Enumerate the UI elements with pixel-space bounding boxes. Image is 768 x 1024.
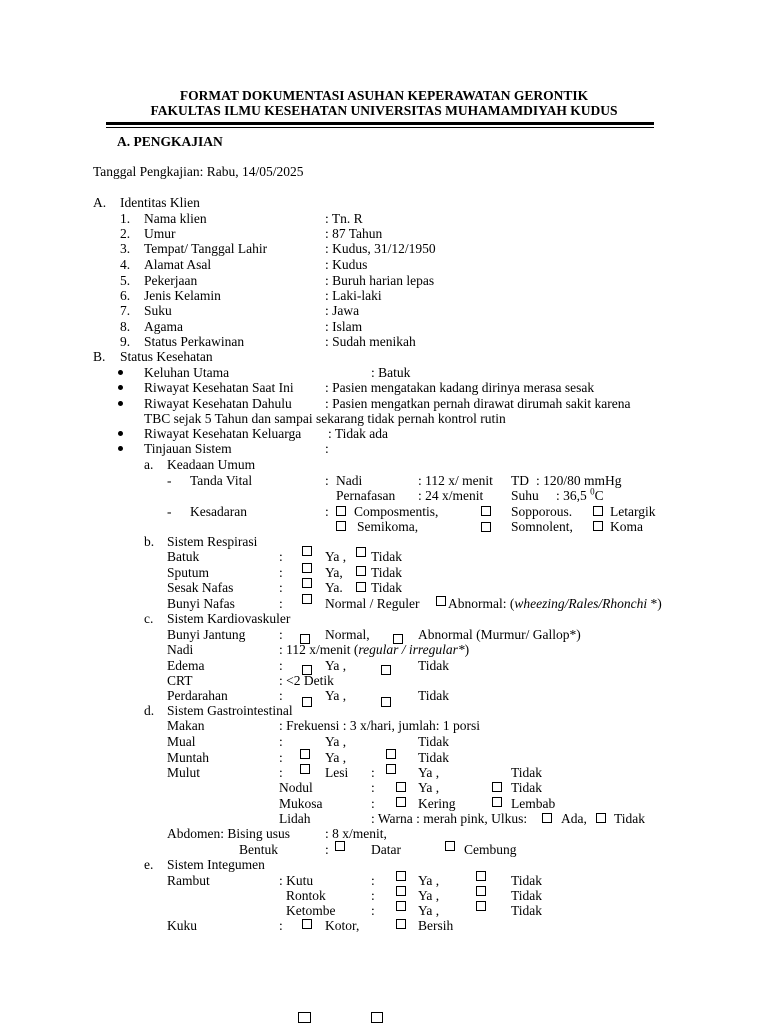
checkbox[interactable]	[300, 749, 310, 759]
colon: :	[371, 780, 375, 795]
kardio-letter: c.	[144, 611, 154, 626]
rkk-value: : Tidak ada	[328, 426, 389, 441]
vital-colon: :	[325, 473, 329, 488]
identitas-num: 8.	[120, 319, 131, 334]
tidak-label: Tidak	[511, 873, 543, 888]
option-label: Composmentis,	[354, 504, 439, 519]
colon: :	[279, 549, 283, 564]
tidak-label: Tidak	[511, 903, 543, 918]
makan-value: : Frekuensi : 3 x/hari, jumlah: 1 porsi	[279, 718, 480, 733]
colon: :	[279, 918, 283, 933]
abnormal-label: Abnormal (Murmur/ Gallop*)	[418, 627, 581, 642]
checkbox[interactable]	[593, 521, 603, 531]
colon: :	[279, 750, 283, 765]
option-label: Koma	[610, 519, 643, 534]
option-label: Letargik	[610, 504, 656, 519]
option-label: Sopporous.	[511, 504, 573, 519]
abdomen-label: Abdomen: Bising usus	[167, 826, 291, 841]
colon: :	[279, 565, 283, 580]
checkbox[interactable]	[302, 546, 312, 556]
pernafasan-value: : 24 x/menit	[418, 488, 484, 503]
bullet-icon	[118, 446, 123, 451]
checkbox[interactable]	[476, 901, 486, 911]
bunyi-jantung-label: Bunyi Jantung	[167, 627, 246, 642]
identitas-label: Tempat/ Tanggal Lahir	[144, 241, 268, 256]
pernafasan-label: Pernafasan	[336, 488, 396, 503]
checkbox[interactable]	[336, 521, 346, 531]
checkbox[interactable]	[298, 1012, 311, 1023]
identitas-num: 3.	[120, 241, 131, 256]
bullet-icon	[118, 431, 123, 436]
checkbox[interactable]	[396, 919, 406, 929]
colon: :	[279, 596, 283, 611]
identitas-value: : Islam	[325, 319, 363, 334]
ya-label: Ya ,	[325, 658, 347, 673]
checkbox[interactable]	[386, 764, 396, 774]
normal-label: Normal,	[325, 627, 370, 642]
ya-label: Ya ,	[418, 888, 440, 903]
checkbox[interactable]	[476, 886, 486, 896]
ya-label: Ya ,	[325, 734, 347, 749]
tidak-label: Tidak	[418, 688, 450, 703]
colon: :	[279, 765, 283, 780]
tinjauan-label: Tinjauan Sistem	[144, 441, 232, 456]
identitas-value: : Kudus, 31/12/1950	[325, 241, 436, 256]
checkbox[interactable]	[302, 919, 312, 929]
kering-label: Kering	[418, 796, 456, 811]
ya-label: Ya ,	[325, 688, 347, 703]
kotor-label: Kotor,	[325, 918, 360, 933]
header-rule-thick	[106, 122, 654, 125]
lembab-label: Lembab	[511, 796, 556, 811]
checkbox[interactable]	[302, 594, 312, 604]
tidak-label: Tidak	[418, 750, 450, 765]
option-label: Semikoma,	[357, 519, 419, 534]
checkbox[interactable]	[436, 596, 446, 606]
tidak-label: Tidak	[371, 549, 403, 564]
nadi-label: Nadi	[336, 473, 363, 488]
bising-value: : 8 x/menit,	[325, 826, 387, 841]
identitas-label: Alamat Asal	[144, 257, 212, 272]
colon: :	[371, 903, 375, 918]
colon: :	[279, 627, 283, 642]
checkbox[interactable]	[593, 506, 603, 516]
colon: :	[371, 796, 375, 811]
sputum-label: Sputum	[167, 565, 210, 580]
identitas-value: : Tn. R	[325, 211, 363, 226]
identitas-label: Suku	[144, 303, 172, 318]
checkbox[interactable]	[542, 813, 552, 823]
lidah-label: Lidah	[279, 811, 311, 826]
ya-label: Ya ,	[325, 549, 347, 564]
checkbox[interactable]	[492, 797, 502, 807]
ketombe-label: Ketombe	[286, 903, 336, 918]
checkbox[interactable]	[481, 506, 491, 516]
mual-label: Mual	[167, 734, 196, 749]
identitas-num: 5.	[120, 273, 131, 288]
checkbox[interactable]	[596, 813, 606, 823]
kardio-title: Sistem Kardiovaskuler	[167, 611, 291, 626]
colon: :	[371, 888, 375, 903]
checkbox[interactable]	[386, 749, 396, 759]
bentuk-label: Bentuk	[239, 842, 278, 857]
nadi-label: Nadi	[167, 642, 194, 657]
identitas-value: : Jawa	[325, 303, 360, 318]
checkbox[interactable]	[476, 871, 486, 881]
rontok-label: Rontok	[286, 888, 326, 903]
kesadaran-colon: :	[325, 504, 329, 519]
checkbox[interactable]	[381, 697, 391, 707]
colon: :	[279, 688, 283, 703]
ya-label: Ya ,	[418, 903, 440, 918]
abnormal-label: Abnormal: (wheezing/Rales/Rhonchi *)	[448, 596, 662, 611]
ya-label: Ya ,	[325, 750, 347, 765]
kesadaran-label: Kesadaran	[190, 504, 247, 519]
identitas-label: Jenis Kelamin	[144, 288, 221, 303]
identitas-num: 2.	[120, 226, 131, 241]
crt-label: CRT	[167, 673, 193, 688]
tidak-label: Tidak	[418, 734, 450, 749]
keadaan-letter: a.	[144, 457, 154, 472]
integumen-title: Sistem Integumen	[167, 857, 265, 872]
identitas-title: Identitas Klien	[120, 195, 200, 210]
makan-label: Makan	[167, 718, 205, 733]
kutu-label: : Kutu	[279, 873, 314, 888]
kuku-label: Kuku	[167, 918, 197, 933]
status-letter: B.	[93, 349, 106, 364]
document-title: FORMAT DOKUMENTASI ASUHAN KEPERAWATAN GERONTIK	[179, 88, 589, 103]
option-label: Somnolent,	[511, 519, 573, 534]
mulut-label: Mulut	[167, 765, 201, 780]
suhu-value: : 36,5 $^0$C	[556, 486, 604, 503]
tidak-label: Tidak	[371, 580, 403, 595]
ya-label: Ya.	[325, 580, 343, 595]
checkbox[interactable]	[396, 871, 406, 881]
edema-label: Edema	[167, 658, 205, 673]
colon: :	[279, 734, 283, 749]
identitas-num: 7.	[120, 303, 131, 318]
identitas-value: : 87 Tahun	[325, 226, 383, 241]
bullet-icon	[118, 401, 123, 406]
identitas-num: 6.	[120, 288, 131, 303]
keluhan-value: : Batuk	[371, 365, 411, 380]
colon: :	[279, 580, 283, 595]
identitas-num: 1.	[120, 211, 131, 226]
integumen-letter: e.	[144, 857, 154, 872]
checkbox[interactable]	[356, 582, 366, 592]
ya-label: Ya ,	[418, 873, 440, 888]
rambut-label: Rambut	[167, 873, 210, 888]
checkbox[interactable]	[335, 841, 345, 851]
suhu-label: Suhu	[511, 488, 539, 503]
lidah-value: : Warna : merah pink, Ulkus:	[371, 811, 528, 826]
identitas-value: : Kudus	[325, 257, 368, 272]
crt-value: : <2 Detik	[279, 673, 334, 688]
identitas-value: : Buruh harian lepas	[325, 273, 435, 288]
document-subtitle: FAKULTAS ILMU KESEHATAN UNIVERSITAS MUHAMAMDIYAH KUDUS	[150, 103, 618, 118]
td-value: : 120/80 mmHg	[536, 473, 622, 488]
identitas-label: Nama klien	[144, 211, 207, 226]
identitas-label: Status Perkawinan	[144, 334, 245, 349]
checkbox[interactable]	[492, 782, 502, 792]
sesak-label: Sesak Nafas	[167, 580, 234, 595]
checkbox[interactable]	[336, 506, 346, 516]
checkbox[interactable]	[356, 566, 366, 576]
gastro-letter: d.	[144, 703, 155, 718]
keadaan-title: Keadaan Umum	[167, 457, 256, 472]
tidak-label: Tidak	[418, 658, 450, 673]
dash: -	[167, 473, 172, 488]
colon: :	[279, 658, 283, 673]
checkbox[interactable]	[302, 697, 312, 707]
mukosa-label: Mukosa	[279, 796, 323, 811]
rkk-label: Riwayat Kesehatan Keluarga	[144, 426, 302, 441]
colon: :	[371, 765, 375, 780]
ya-label: Ya,	[325, 565, 343, 580]
gastro-title: Sistem Gastrointestinal	[167, 703, 293, 718]
lesi-label: Lesi	[325, 765, 349, 780]
td-label: TD	[511, 473, 529, 488]
checkbox[interactable]	[356, 547, 366, 557]
bullet-icon	[118, 385, 123, 390]
rkd-value: : Pasien mengatkan pernah dirawat dirumah sakit karena	[325, 396, 631, 411]
checkbox[interactable]	[481, 522, 491, 532]
colon: :	[325, 842, 329, 857]
checkbox[interactable]	[445, 841, 455, 851]
checkbox[interactable]	[371, 1012, 383, 1023]
dash: -	[167, 504, 172, 519]
identitas-label: Agama	[144, 319, 183, 334]
tinjauan-colon: :	[325, 441, 329, 456]
checkbox[interactable]	[396, 782, 406, 792]
checkbox[interactable]	[396, 901, 406, 911]
identitas-value: : Sudah menikah	[325, 334, 416, 349]
nadi-value: : 112 x/ menit	[418, 473, 493, 488]
rkd-label: Riwayat Kesehatan Dahulu	[144, 396, 292, 411]
tidak-label: Tidak	[614, 811, 646, 826]
identitas-label: Umur	[144, 226, 176, 241]
section-heading: A. PENGKAJIAN	[117, 134, 223, 149]
respirasi-letter: b.	[144, 534, 155, 549]
bunyi-nafas-label: Bunyi Nafas	[167, 596, 235, 611]
vital-label: Tanda Vital	[190, 473, 253, 488]
rks-value: : Pasien mengatakan kadang dirinya merasa sesak	[325, 380, 595, 395]
checkbox[interactable]	[396, 797, 406, 807]
identitas-letter: A.	[93, 195, 107, 210]
checkbox[interactable]	[302, 563, 312, 573]
datar-label: Datar	[371, 842, 401, 857]
nadi-value: : 112 x/menit (regular / irregular*)	[279, 642, 470, 657]
checkbox[interactable]	[381, 665, 391, 675]
nodul-label: Nodul	[279, 780, 313, 795]
bullet-icon	[118, 370, 123, 375]
tanggal-pengkajian: Tanggal Pengkajian: Rabu, 14/05/2025	[93, 164, 304, 179]
tidak-label: Tidak	[511, 765, 543, 780]
perdarahan-label: Perdarahan	[167, 688, 228, 703]
muntah-label: Muntah	[167, 750, 209, 765]
identitas-num: 4.	[120, 257, 131, 272]
tidak-label: Tidak	[511, 780, 543, 795]
colon: :	[371, 873, 375, 888]
status-title: Status Kesehatan	[120, 349, 213, 364]
checkbox[interactable]	[300, 764, 310, 774]
tidak-label: Tidak	[371, 565, 403, 580]
cembung-label: Cembung	[464, 842, 517, 857]
checkbox[interactable]	[396, 886, 406, 896]
ada-label: Ada,	[561, 811, 587, 826]
bersih-label: Bersih	[418, 918, 454, 933]
tidak-label: Tidak	[511, 888, 543, 903]
rkd-continuation: TBC sejak 5 Tahun dan sampai sekarang tidak pernah kontrol rutin	[144, 411, 506, 426]
batuk-label: Batuk	[167, 549, 200, 564]
identitas-num: 9.	[120, 334, 131, 349]
ya-label: Ya ,	[418, 780, 440, 795]
normal-label: Normal / Reguler	[325, 596, 420, 611]
rks-label: Riwayat Kesehatan Saat Ini	[144, 380, 294, 395]
identitas-value: : Laki-laki	[325, 288, 382, 303]
respirasi-title: Sistem Respirasi	[167, 534, 258, 549]
keluhan-label: Keluhan Utama	[144, 365, 230, 380]
ya-label: Ya ,	[418, 765, 440, 780]
header-rule-thin	[106, 127, 654, 128]
identitas-label: Pekerjaan	[144, 273, 198, 288]
checkbox[interactable]	[302, 578, 312, 588]
